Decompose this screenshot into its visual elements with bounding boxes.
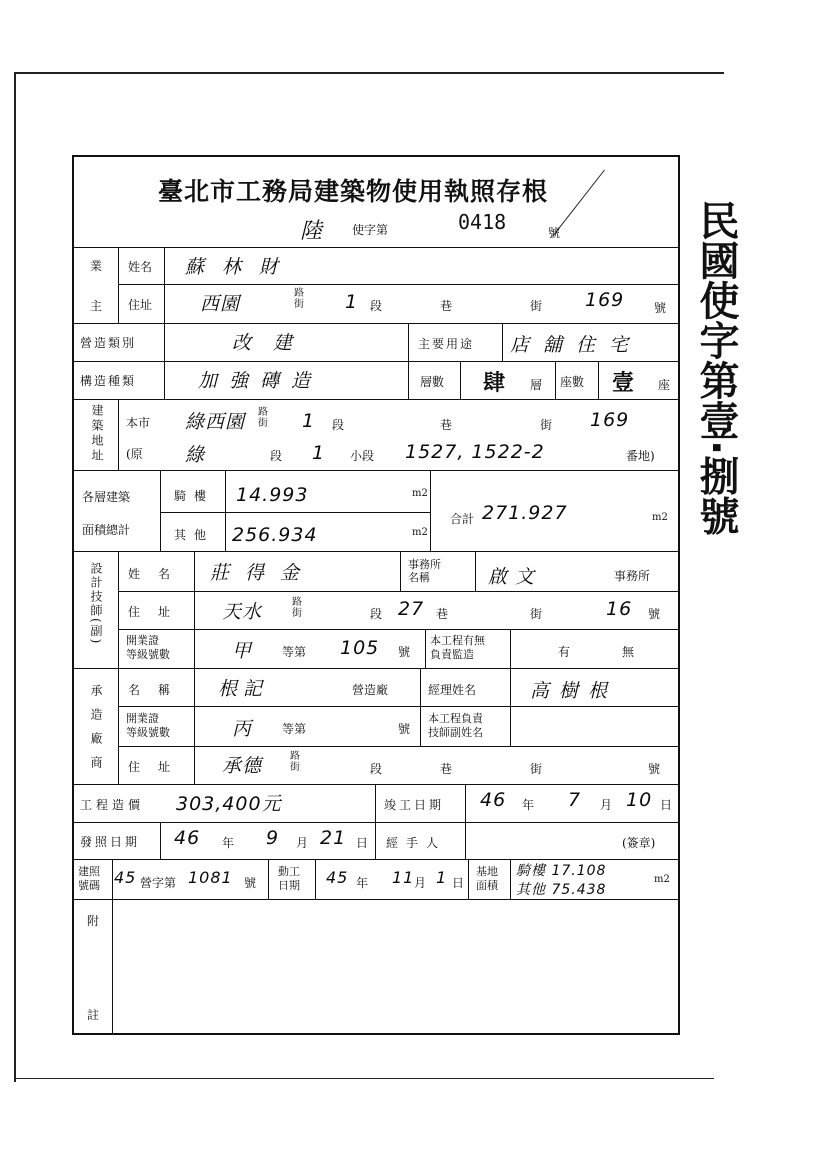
grid-line: [72, 551, 680, 552]
notes-label-2: 註: [87, 1008, 100, 1022]
other-unit: m2: [412, 527, 428, 538]
start-month: 11: [392, 868, 415, 887]
grid-line: [72, 470, 680, 471]
build-permit-label: 建照 號碼: [78, 865, 100, 892]
contractor-road-label: 路 街: [290, 751, 300, 773]
build-permit-suffix: 號: [244, 876, 257, 890]
owner-lane-label: 巷: [440, 299, 453, 313]
site-lots-label: 番地): [626, 449, 655, 463]
grid-line: [72, 899, 680, 900]
grid-line: [475, 551, 476, 591]
designer-street-label: 街: [530, 607, 543, 621]
owner-no-label: 號: [654, 301, 667, 315]
designer-label: 設計技師(副): [89, 562, 103, 646]
designer-supervise-no: 無: [622, 645, 635, 659]
contractor-name-label: 名稱: [128, 683, 189, 697]
site-label: 建築地址: [90, 404, 104, 464]
completion-month: 7: [568, 789, 582, 811]
start-day-label: 日: [452, 876, 465, 890]
grid-line: [408, 323, 409, 361]
grid-line: [430, 470, 431, 551]
permit-number: 0418: [458, 210, 507, 234]
issue-label: 發照日期: [80, 835, 141, 849]
grid-line: [510, 629, 511, 668]
contractor-license-suffix: 號: [398, 722, 411, 736]
start-label: 動工 日期: [278, 865, 300, 892]
site-road-label: 路 街: [258, 407, 268, 429]
grid-line: [598, 361, 599, 399]
contractor-grade: 丙: [232, 718, 253, 740]
grid-line: [315, 859, 316, 899]
owner-name: 蘇林財: [185, 256, 297, 278]
arcade-value: 14.993: [236, 484, 309, 506]
site-lane-label: 巷: [440, 418, 453, 432]
contractor-manager-label: 經理姓名: [428, 683, 477, 697]
base-other: 其他 75.438: [516, 882, 607, 898]
grid-line: [420, 668, 421, 746]
structure-value: 加強磚造: [198, 370, 323, 392]
designer-road: 天水: [222, 601, 263, 623]
designer-license-no: 105: [340, 637, 380, 659]
completion-day-label: 日: [660, 798, 673, 812]
grid-line: [400, 551, 401, 591]
contractor-license-label: 開業證 等級號數: [126, 712, 170, 739]
designer-license-label: 開業證 等級號數: [126, 634, 170, 661]
category-value: 改建: [232, 332, 315, 354]
use-label: 主要用途: [418, 337, 475, 351]
designer-supervise-label: 本工程有無 負責監造: [430, 634, 485, 661]
site-road: 綠西園: [185, 411, 246, 433]
designer-lane: 27: [398, 598, 425, 620]
floors-label: 層數: [420, 375, 445, 389]
site-city: 本市: [126, 416, 151, 430]
grid-line: [164, 247, 165, 323]
total-unit: m2: [652, 512, 668, 523]
grid-line: [118, 591, 680, 592]
designer-office-label: 事務所 名稱: [408, 558, 441, 584]
issue-day-label: 日: [356, 836, 369, 850]
owner-name-label: 姓名: [128, 260, 153, 274]
grid-line: [112, 899, 113, 1035]
completion-label: 竣工日期: [384, 798, 445, 812]
build-permit-middle: 營字第: [140, 876, 177, 890]
grid-line: [465, 822, 466, 859]
completion-year-label: 年: [522, 798, 535, 812]
grid-line: [502, 323, 503, 361]
designer-supervise-yes: 有: [558, 645, 571, 659]
grid-line: [72, 822, 680, 823]
designer-address-label: 住址: [128, 605, 189, 619]
site-orig-section: 1: [312, 442, 326, 464]
completion-month-label: 月: [600, 798, 613, 812]
designer-office: 啟文: [488, 566, 543, 588]
designer-road-label: 路 街: [292, 597, 302, 619]
blocks-label: 座數: [560, 375, 585, 389]
grid-line: [118, 247, 119, 323]
structure-label: 構造種類: [80, 374, 137, 388]
grid-line: [118, 746, 680, 747]
owner-section-label: 段: [370, 299, 383, 313]
grid-line: [510, 859, 511, 899]
blocks-value: 壹: [612, 370, 635, 396]
grid-line: [118, 629, 680, 630]
notes-label-1: 附: [87, 914, 100, 928]
contractor-name: 根記: [218, 678, 269, 700]
contractor-name-suffix: 營造廠: [352, 683, 389, 697]
permit-label: 使字第: [352, 223, 389, 237]
contractor-manager: 高樹根: [530, 680, 618, 702]
designer-house-no: 16: [606, 598, 633, 620]
use-value: 店舖住宅: [510, 334, 643, 356]
grid-line: [118, 399, 119, 470]
owner-label-2: 主: [90, 299, 103, 313]
grid-line: [375, 822, 376, 859]
scan-border-top: [14, 72, 724, 74]
site-orig-area: 綠: [185, 444, 206, 466]
floors-value: 肆: [483, 370, 506, 396]
contractor-address-label: 住址: [128, 760, 189, 774]
grid-line: [468, 859, 469, 899]
designer-grade: 甲: [232, 640, 253, 662]
grid-line: [268, 859, 269, 899]
grid-line: [160, 822, 161, 859]
blocks-unit: 座: [658, 378, 671, 392]
owner-road: 西園: [200, 293, 241, 315]
cost-label: 工程造價: [80, 798, 145, 812]
contractor-street-label: 街: [530, 762, 543, 776]
site-street-label: 街: [540, 418, 553, 432]
grid-line: [408, 361, 409, 399]
base-label: 基地 面積: [476, 865, 498, 892]
other-label: 其他: [174, 528, 215, 542]
area-label-2: 面積總計: [82, 523, 131, 537]
grid-line: [118, 551, 119, 784]
grid-line: [225, 470, 226, 551]
issue-month: 9: [266, 827, 280, 849]
grid-line: [118, 284, 680, 285]
designer-name: 莊得金: [210, 562, 316, 584]
site-house-no: 169: [590, 409, 630, 431]
arcade-label: 騎樓: [174, 489, 215, 503]
grid-line: [375, 784, 376, 822]
site-orig-label: (原: [126, 447, 143, 461]
form-title: 臺北市工務局建築物使用執照存根: [158, 177, 549, 206]
area-label-1: 各層建築: [82, 490, 131, 504]
build-permit-number: 1081: [188, 868, 233, 887]
owner-section: 1: [345, 291, 359, 313]
issue-year: 46: [174, 827, 201, 849]
issue-month-label: 月: [296, 836, 309, 850]
contractor-label: 承造廠商: [89, 684, 103, 780]
start-year-label: 年: [356, 876, 369, 890]
grid-line: [425, 629, 426, 668]
grid-line: [72, 668, 680, 669]
start-year: 45: [326, 868, 349, 887]
scan-border-left: [14, 72, 20, 1082]
grid-line: [460, 361, 461, 399]
grid-line: [465, 784, 466, 822]
completion-day: 10: [626, 789, 653, 811]
total-label: 合計: [450, 512, 475, 526]
designer-no-label: 號: [648, 607, 661, 621]
grid-line: [72, 784, 680, 785]
owner-label-1: 業: [90, 259, 103, 273]
base-unit: m2: [654, 874, 670, 885]
owner-street-label: 街: [530, 299, 543, 313]
contractor-no-label: 號: [648, 762, 661, 776]
side-stamp-text: 民國使字第壹·捌號: [693, 200, 739, 536]
base-arcade: 騎樓 17.108: [516, 863, 607, 879]
grid-line: [160, 470, 161, 551]
designer-grade-label: 等第: [282, 645, 307, 659]
completion-year: 46: [480, 789, 507, 811]
designer-license-suffix: 號: [398, 645, 411, 659]
site-lots: 1527, 1522-2: [405, 441, 545, 463]
permit-prefix: 陸: [300, 219, 324, 244]
seal-label: (簽章): [622, 836, 656, 850]
contractor-tech-label: 本工程負責 技師副姓名: [428, 712, 483, 739]
scan-border-bottom: [14, 1078, 714, 1079]
contractor-road: 承德: [222, 755, 263, 777]
grid-line: [118, 706, 680, 707]
start-day: 1: [436, 868, 448, 887]
owner-address-label: 住址: [128, 298, 153, 312]
grid-line: [194, 551, 195, 784]
grid-line: [555, 361, 556, 399]
grid-line: [72, 399, 680, 400]
floors-unit: 層: [530, 378, 543, 392]
owner-house-no: 169: [585, 289, 625, 311]
site-section-label: 段: [332, 418, 345, 432]
owner-road-label: 路 街: [294, 288, 304, 310]
designer-section-label: 段: [370, 607, 383, 621]
grid-line: [160, 512, 430, 513]
designer-lane-label: 巷: [436, 607, 449, 621]
arcade-unit: m2: [412, 488, 428, 499]
grid-line: [112, 859, 113, 899]
category-label: 營造類別: [80, 336, 137, 350]
contractor-lane-label: 巷: [440, 762, 453, 776]
site-section: 1: [302, 410, 316, 432]
site-subsection-label: 小段: [350, 449, 375, 463]
start-month-label: 月: [414, 876, 427, 890]
grid-line: [164, 323, 165, 399]
permit-suffix: 號: [548, 226, 561, 240]
other-value: 256.934: [232, 524, 318, 546]
issue-year-label: 年: [222, 836, 235, 850]
site-orig-section-label: 段: [270, 449, 283, 463]
handler-label: 經手人: [386, 836, 447, 850]
designer-name-label: 姓名: [128, 567, 189, 581]
cost-value: 303,400元: [176, 793, 282, 815]
contractor-section-label: 段: [370, 762, 383, 776]
issue-day: 21: [320, 827, 347, 849]
total-value: 271.927: [482, 502, 568, 524]
designer-office-suffix: 事務所: [614, 569, 651, 583]
grid-line: [510, 668, 511, 746]
build-permit-year: 45: [114, 868, 137, 887]
contractor-grade-label: 等第: [282, 722, 307, 736]
